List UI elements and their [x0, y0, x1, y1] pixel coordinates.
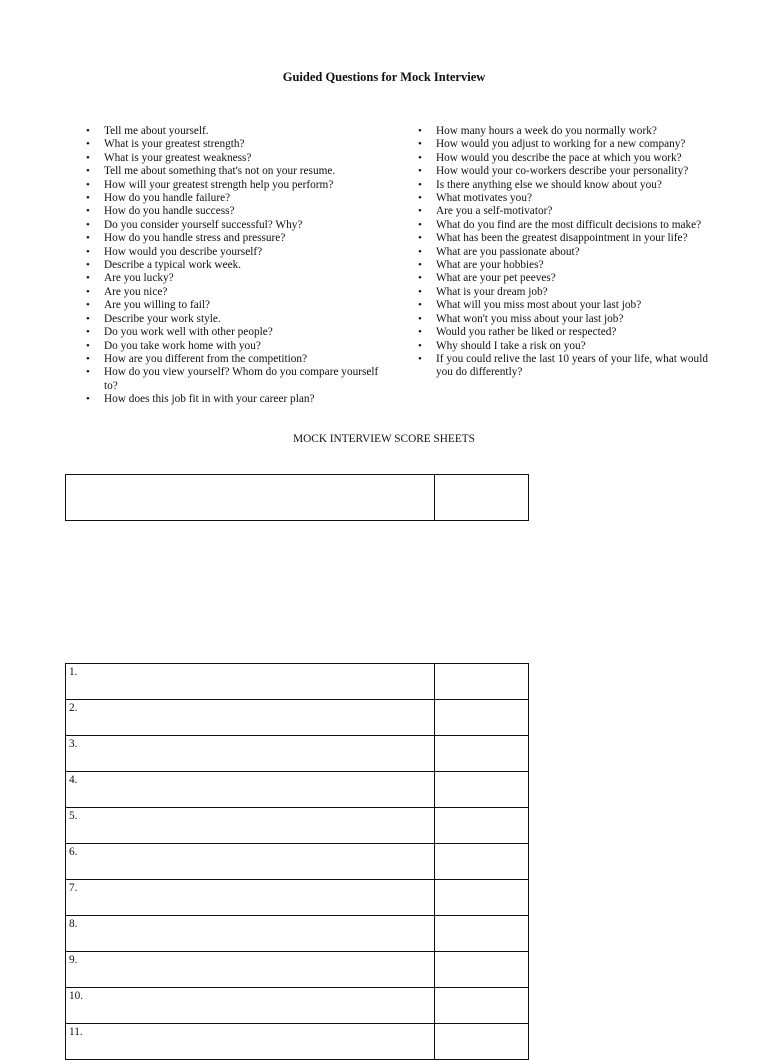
question-item: • How do you view yourself? Whom do you compare yourself to? — [86, 366, 386, 393]
question-item: • What is your greatest weakness? — [86, 152, 386, 165]
question-number-cell[interactable]: 11. — [66, 1024, 435, 1060]
question-item: • What has been the greatest disappointment in your life? — [418, 232, 718, 245]
question-item: • What motivates you? — [418, 192, 718, 205]
question-item: • How would your co-workers describe your personality? — [418, 165, 718, 178]
score-cell[interactable] — [435, 772, 529, 808]
question-item: • What is your greatest strength? — [86, 138, 386, 151]
score-sheets-heading: MOCK INTERVIEW SCORE SHEETS — [293, 433, 475, 445]
name-cell[interactable] — [66, 475, 435, 521]
question-item: • Do you take work home with you? — [86, 340, 386, 353]
question-item: • Why should I take a risk on you? — [418, 340, 718, 353]
score-cell[interactable] — [435, 916, 529, 952]
question-number-cell[interactable]: 5. — [66, 808, 435, 844]
question-item: • How does this job fit in with your career plan? — [86, 393, 386, 406]
question-number-cell[interactable]: 10. — [66, 988, 435, 1024]
question-number-cell[interactable]: 9. — [66, 952, 435, 988]
question-item: • How would you describe yourself? — [86, 246, 386, 259]
question-item: • What is your dream job? — [418, 286, 718, 299]
question-item: • Do you consider yourself successful? Why? — [86, 219, 386, 232]
score-cell[interactable] — [435, 736, 529, 772]
page-title: Guided Questions for Mock Interview — [282, 70, 486, 84]
question-number-cell[interactable]: 4. — [66, 772, 435, 808]
question-number-cell[interactable]: 2. — [66, 700, 435, 736]
question-item: • What are you passionate about? — [418, 246, 718, 259]
questions-left-column — [86, 125, 386, 407]
score-cell[interactable] — [435, 664, 529, 700]
question-item: • How many hours a week do you normally work? — [418, 125, 718, 138]
question-item: • How do you handle stress and pressure? — [86, 232, 386, 245]
questions-right-column — [418, 125, 718, 380]
score-sheet-table — [65, 663, 529, 1060]
question-item: • What are your hobbies? — [418, 259, 718, 272]
question-item: • Would you rather be liked or respected? — [418, 326, 718, 339]
score-row — [66, 664, 529, 700]
score-row — [66, 736, 529, 772]
score-row — [66, 1024, 529, 1060]
question-item: • Describe your work style. — [86, 313, 386, 326]
question-number-cell[interactable]: 6. — [66, 844, 435, 880]
question-item: • Tell me about something that's not on your resume. — [86, 165, 386, 178]
score-row — [66, 952, 529, 988]
score-cell[interactable] — [435, 988, 529, 1024]
question-item: • Do you work well with other people? — [86, 326, 386, 339]
score-cell[interactable] — [435, 700, 529, 736]
question-number-cell[interactable]: 7. — [66, 880, 435, 916]
question-item: • How would you adjust to working for a new company? — [418, 138, 718, 151]
score-row — [66, 844, 529, 880]
question-item: • Is there anything else we should know about you? — [418, 179, 718, 192]
question-item: • How would you describe the pace at which you work? — [418, 152, 718, 165]
question-item: • What are your pet peeves? — [418, 272, 718, 285]
question-item: • What won't you miss about your last job? — [418, 313, 718, 326]
question-item: • How do you handle failure? — [86, 192, 386, 205]
question-item: • Are you nice? — [86, 286, 386, 299]
question-item: • How will your greatest strength help you perform? — [86, 179, 386, 192]
header-row — [66, 475, 529, 521]
score-row — [66, 880, 529, 916]
question-item: • If you could relive the last 10 years of your life, what would you do differently? — [418, 353, 718, 380]
question-number-cell[interactable]: 8. — [66, 916, 435, 952]
question-number-cell[interactable]: 3. — [66, 736, 435, 772]
question-item: • How are you different from the competition? — [86, 353, 386, 366]
question-item: • Are you a self-motivator? — [418, 205, 718, 218]
score-row — [66, 916, 529, 952]
score-cell[interactable] — [435, 880, 529, 916]
score-row — [66, 772, 529, 808]
date-cell[interactable] — [435, 475, 529, 521]
score-row — [66, 700, 529, 736]
question-item: • Are you willing to fail? — [86, 299, 386, 312]
score-cell[interactable] — [435, 808, 529, 844]
question-item: • How do you handle success? — [86, 205, 386, 218]
question-number-cell[interactable]: 1. — [66, 664, 435, 700]
score-cell[interactable] — [435, 844, 529, 880]
score-row — [66, 808, 529, 844]
score-cell[interactable] — [435, 952, 529, 988]
score-sheet-header-table — [65, 474, 529, 521]
question-item: • What will you miss most about your last job? — [418, 299, 718, 312]
question-item: • Are you lucky? — [86, 272, 386, 285]
question-item: • Tell me about yourself. — [86, 125, 386, 138]
question-item: • What do you find are the most difficult decisions to make? — [418, 219, 718, 232]
question-item: • Describe a typical work week. — [86, 259, 386, 272]
score-cell[interactable] — [435, 1024, 529, 1060]
score-row — [66, 988, 529, 1024]
